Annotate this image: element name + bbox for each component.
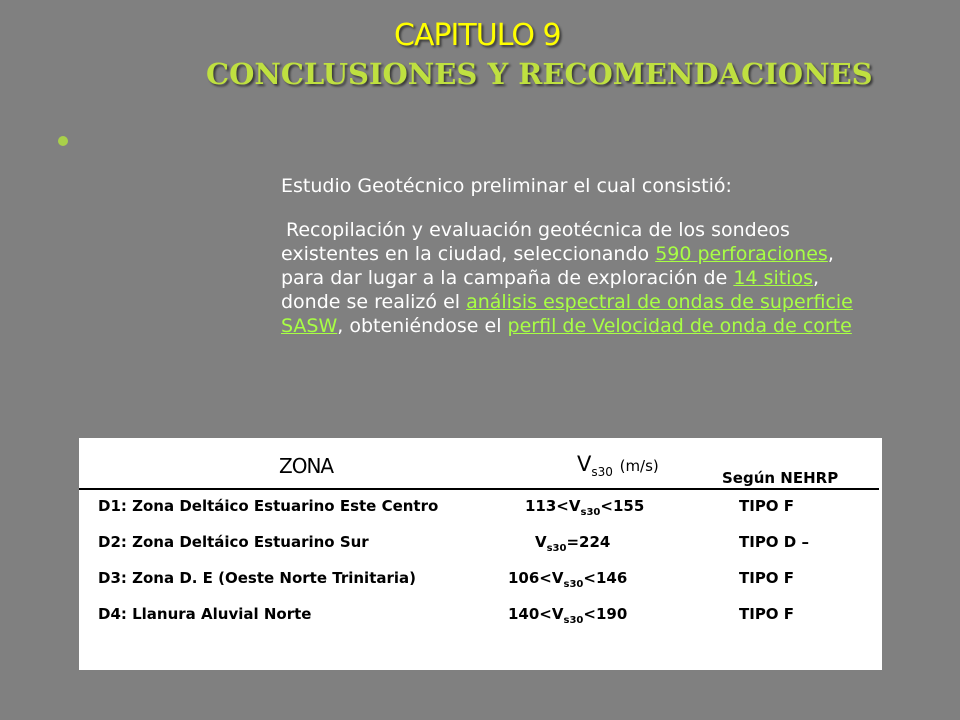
nehrp-cell: TIPO F <box>739 569 795 587</box>
paragraph-text: , para dar lugar a la campaña de exploración de <box>281 243 834 289</box>
link-sitios[interactable]: 14 sitios <box>733 267 813 289</box>
header-divider <box>79 488 879 490</box>
chapter-heading: CAPITULO 9 <box>394 18 561 53</box>
vs-subscript: s30 <box>591 465 613 480</box>
vs30-cell: $140<V_{s30}<190$ <box>508 605 628 626</box>
bullet-dot <box>58 136 68 146</box>
zona-cell: D2: Zona Deltáico Estuarino Sur <box>98 533 369 551</box>
vs30-cell: $106<V_{s30}<146$ <box>508 569 628 590</box>
zone-table <box>79 438 882 670</box>
column-header-nehrp: Según NEHRP <box>722 469 839 487</box>
vs30-cell: $113<V_{s30}<155$ <box>525 497 645 518</box>
intro-text: Estudio Geotécnico preliminar el cual consistió: <box>281 175 732 197</box>
link-perforaciones[interactable]: 590 perforaciones <box>655 243 828 265</box>
zona-cell: D4: Llanura Aluvial Norte <box>98 605 312 623</box>
link-sasw[interactable]: análisis espectral de ondas de superficie SASW <box>281 291 853 337</box>
vs-unit: (m/s) <box>619 457 659 475</box>
nehrp-cell: TIPO D – <box>739 533 809 551</box>
page-title: CONCLUSIONES Y RECOMENDACIONES <box>206 57 873 91</box>
zona-cell: D3: Zona D. E (Oeste Norte Trinitaria) <box>98 569 417 587</box>
paragraph-text: , obteniéndose el <box>337 315 508 337</box>
paragraph-text: Recopilación y evaluación geotécnica de los sondeos existentes en la ciudad, seleccionando <box>281 219 790 265</box>
nehrp-cell: TIPO F <box>739 497 795 515</box>
column-header-vs30 <box>577 452 659 479</box>
vs-symbol: V <box>577 452 592 476</box>
zona-cell: D1: Zona Deltáico Estuarino Este Centro <box>98 497 439 515</box>
link-perfil-velocidad[interactable]: perfil de Velocidad de onda de corte <box>507 315 852 337</box>
nehrp-cell: TIPO F <box>739 605 795 623</box>
paragraph-text: , donde se realizó el <box>281 267 820 313</box>
vs30-cell: $V_{s30}=224$ <box>535 533 611 554</box>
column-header-zona: ZONA <box>279 454 334 478</box>
summary-paragraph <box>281 218 881 338</box>
